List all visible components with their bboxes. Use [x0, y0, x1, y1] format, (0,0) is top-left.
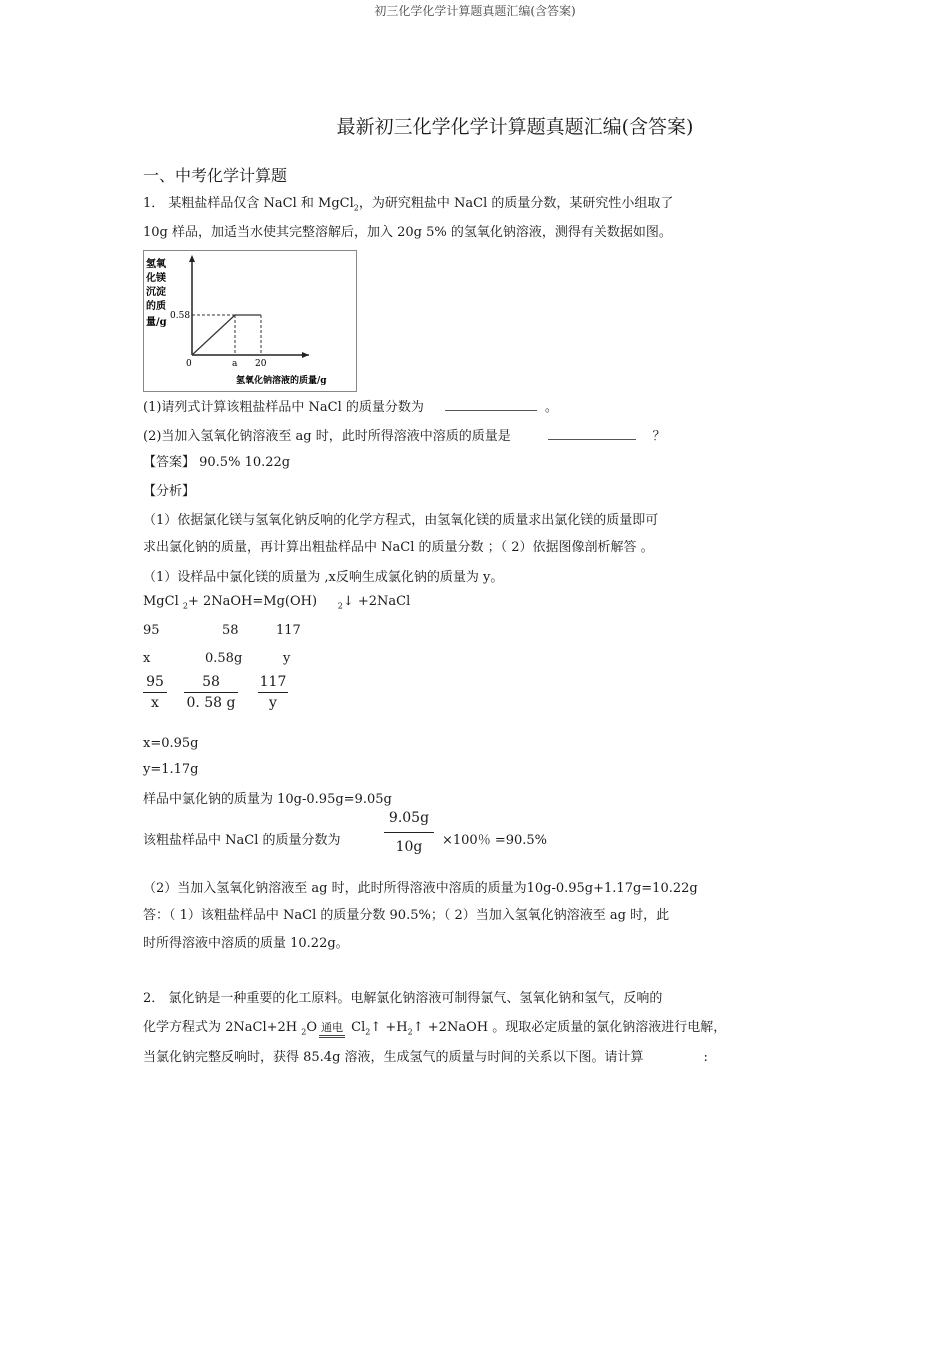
x-tick-0: 0: [186, 359, 192, 369]
y-axis-arrow: [189, 255, 195, 262]
analysis-line3: （1）设样品中氯化镁的质量为 ,x反响生成氯化钠的质量为 y。: [143, 570, 504, 585]
q1-sub1: (1)请列式计算该粗盐样品中 NaCl 的质量分数为 。: [143, 400, 558, 415]
ratio-row1-b: 58: [222, 623, 239, 638]
q2-line2: 化学方程式为 2NaCl+2H $_2$O 通电 $Cl_2↑$ $+H_2↑$ +2NaOH 。现取必定质量的氯化钠溶液进行电解，: [143, 1020, 727, 1037]
q1-answer: 【答案】 90.5% 10.22g: [143, 455, 291, 470]
y-tick-058: 0.58: [170, 311, 191, 321]
chemical-equation: MgCl $_2$+ 2NaOH=Mg(OH) $_2$↓ +2NaCl: [143, 594, 411, 611]
ylabel-5: 量/g: [146, 317, 167, 328]
ratio-row2-a: x: [143, 651, 151, 666]
ratio-row2-c: y: [283, 651, 291, 666]
pct-lead: 该粗盐样品中 NaCl 的质量分数为: [143, 833, 341, 848]
final-answer-line2: 时所得溶液中溶质的质量 10.22g。: [143, 936, 349, 951]
section-heading: 一、中考化学计算题: [143, 166, 288, 185]
ylabel-3: 沉淀: [146, 287, 166, 298]
answer-blank-2[interactable]: [548, 427, 636, 440]
ylabel-1: 氢氧: [146, 259, 166, 270]
analysis-line2: 求出氯化钠的质量，再计算出粗盐样品中 NaCl 的质量分数 ；（ 2）依据图像剖析解答 。: [143, 540, 654, 555]
analysis-line1: （1）依据氯化镁与氢氧化钠反响的化学方程式，由氢氧化镁的质量求出氯化镁的质量即可: [143, 513, 659, 528]
q1-line1: 1． 某粗盐样品仅含 NaCl 和 MgCl$_2$，为研究粗盐中 NaCl 的质量分数，某研究性小组取了: [143, 196, 674, 213]
electrolysis-condition: 通电: [319, 1019, 345, 1038]
q2-line1: 2． 氯化钠是一种重要的化工原料。电解氯化钠溶液可制得氯气、氢氧化钠和氢气，反响的: [143, 991, 663, 1006]
fraction-95-x: 95 x: [143, 674, 167, 711]
pct-result: ×100％ =90.5%: [442, 833, 548, 848]
part2-line: （2）当加入氢氧化钠溶液至 ag 时，此时所得溶液中溶质的质量为10g-0.95g+1.17g=10.22g: [143, 881, 698, 896]
ratio-row2-b: 0.58g: [205, 651, 243, 666]
page-header: 初三化学化学计算题真题汇编(含答案): [374, 4, 576, 18]
q2-line3: 当氯化钠完整反响时，获得 85.4g 溶液，生成氢气的质量与时间的关系以下图。请计算 :: [143, 1050, 708, 1065]
analysis-heading: 【分析】: [143, 484, 196, 499]
fraction-117-y: 117 y: [259, 674, 287, 711]
x-result: x=0.95g: [143, 736, 199, 751]
x-axis-label: 氢氧化钠溶液的质量/g: [236, 376, 327, 386]
x-tick-20: 20: [255, 359, 267, 369]
fraction-58-058g: 58 0. 58 g: [184, 674, 238, 711]
q1-chart: [143, 250, 357, 392]
rising-line: [192, 315, 235, 355]
x-axis-arrow: [302, 352, 309, 358]
ylabel-4: 的质: [146, 301, 166, 312]
answer-blank-1[interactable]: [445, 398, 537, 411]
q1-sub2: (2)当加入氢氧化钠溶液至 ag 时，此时所得溶液中溶质的质量是 ？: [143, 429, 666, 444]
x-tick-a: a: [232, 359, 238, 369]
ratio-row1-a: 95: [143, 623, 160, 638]
page-title: 最新初三化学化学计算题真题汇编(含答案): [336, 116, 694, 138]
final-answer-line1: 答：（ 1）该粗盐样品中 NaCl 的质量分数 90.5%；（ 2）当加入氢氧化钠溶液至 ag 时，此: [143, 908, 670, 923]
ylabel-2: 化镁: [146, 273, 166, 284]
q1-chart-svg: [144, 251, 356, 391]
ratio-row1-c: 117: [276, 623, 301, 638]
fraction-905-10: 9.05g 10g: [384, 810, 434, 855]
nacl-mass-line: 样品中氯化钠的质量为 10g-0.95g=9.05g: [143, 792, 392, 807]
y-result: y=1.17g: [143, 762, 199, 777]
q1-line2: 10g 样品，加适当水使其完整溶解后，加入 20g 5% 的氢氧化钠溶液，测得有关数据如图。: [143, 225, 672, 240]
